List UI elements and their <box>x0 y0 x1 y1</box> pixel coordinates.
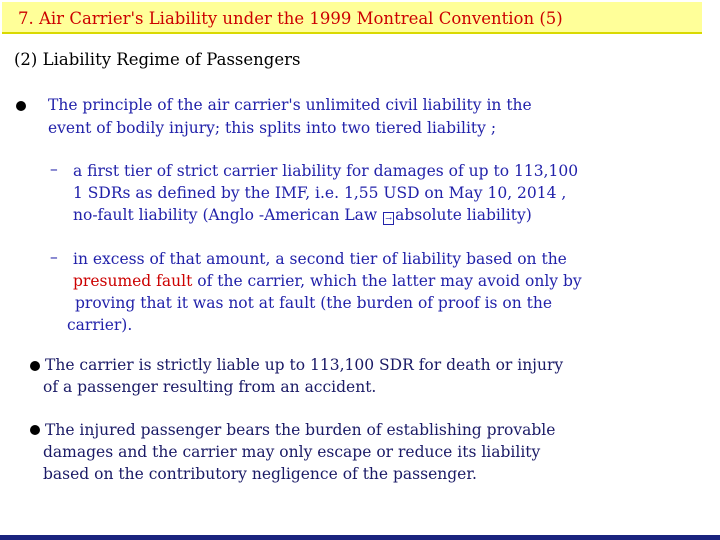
bullet3-line3: based on the contributory negligence of the passenger. <box>43 465 477 483</box>
footer-rule <box>0 535 720 540</box>
section-subtitle: (2) Liability Regime of Passengers <box>14 50 301 69</box>
tier2-line1: in excess of that amount, a second tier of liability based on the <box>73 250 567 268</box>
bullet3-line2: damages and the carrier may only escape or reduce its liability <box>43 443 541 461</box>
bullet1-line2: event of bodily injury; this splits into two tiered liability ; <box>48 119 497 137</box>
tier1-dash: – <box>50 160 58 178</box>
title-bar <box>2 2 702 34</box>
slide-title: 7. Air Carrier's Liability under the 1999 Montreal Convention (5) <box>18 9 563 28</box>
arrow-symbol-icon: → <box>383 212 394 225</box>
bullet-dot <box>30 425 40 435</box>
tier2-line4: carrier). <box>67 316 133 334</box>
tier1-line2: 1 SDRs as defined by the IMF, i.e. 1,55 USD on May 10, 2014 , <box>73 184 567 202</box>
tier2-dash: – <box>50 248 58 266</box>
tier2-line2 <box>73 272 582 290</box>
tier1-line3-part-a: no-fault liability (Anglo -American Law <box>73 206 383 224</box>
bullet2-line1: The carrier is strictly liable up to 113,100 SDR for death or injury <box>45 356 564 374</box>
tier1-line3-part-b: absolute liability) <box>395 206 532 224</box>
bullet2-line2: of a passenger resulting from an accident. <box>43 378 377 396</box>
tier1-line1: a first tier of strict carrier liability for damages of up to 113,100 <box>73 162 579 180</box>
bullet1-line1: The principle of the air carrier's unlimited civil liability in the <box>48 96 532 114</box>
bullet-dot <box>16 101 26 111</box>
tier2-line3: proving that it was not at fault (the burden of proof is on the <box>75 294 553 312</box>
bullet-dot <box>30 361 40 371</box>
bullet3-line1: The injured passenger bears the burden of establishing provable <box>45 421 556 439</box>
tier2-line2-rest: of the carrier, which the latter may avoid only by <box>192 272 582 290</box>
tier1-line3 <box>73 206 532 225</box>
presumed-fault-highlight: presumed fault <box>73 272 193 290</box>
